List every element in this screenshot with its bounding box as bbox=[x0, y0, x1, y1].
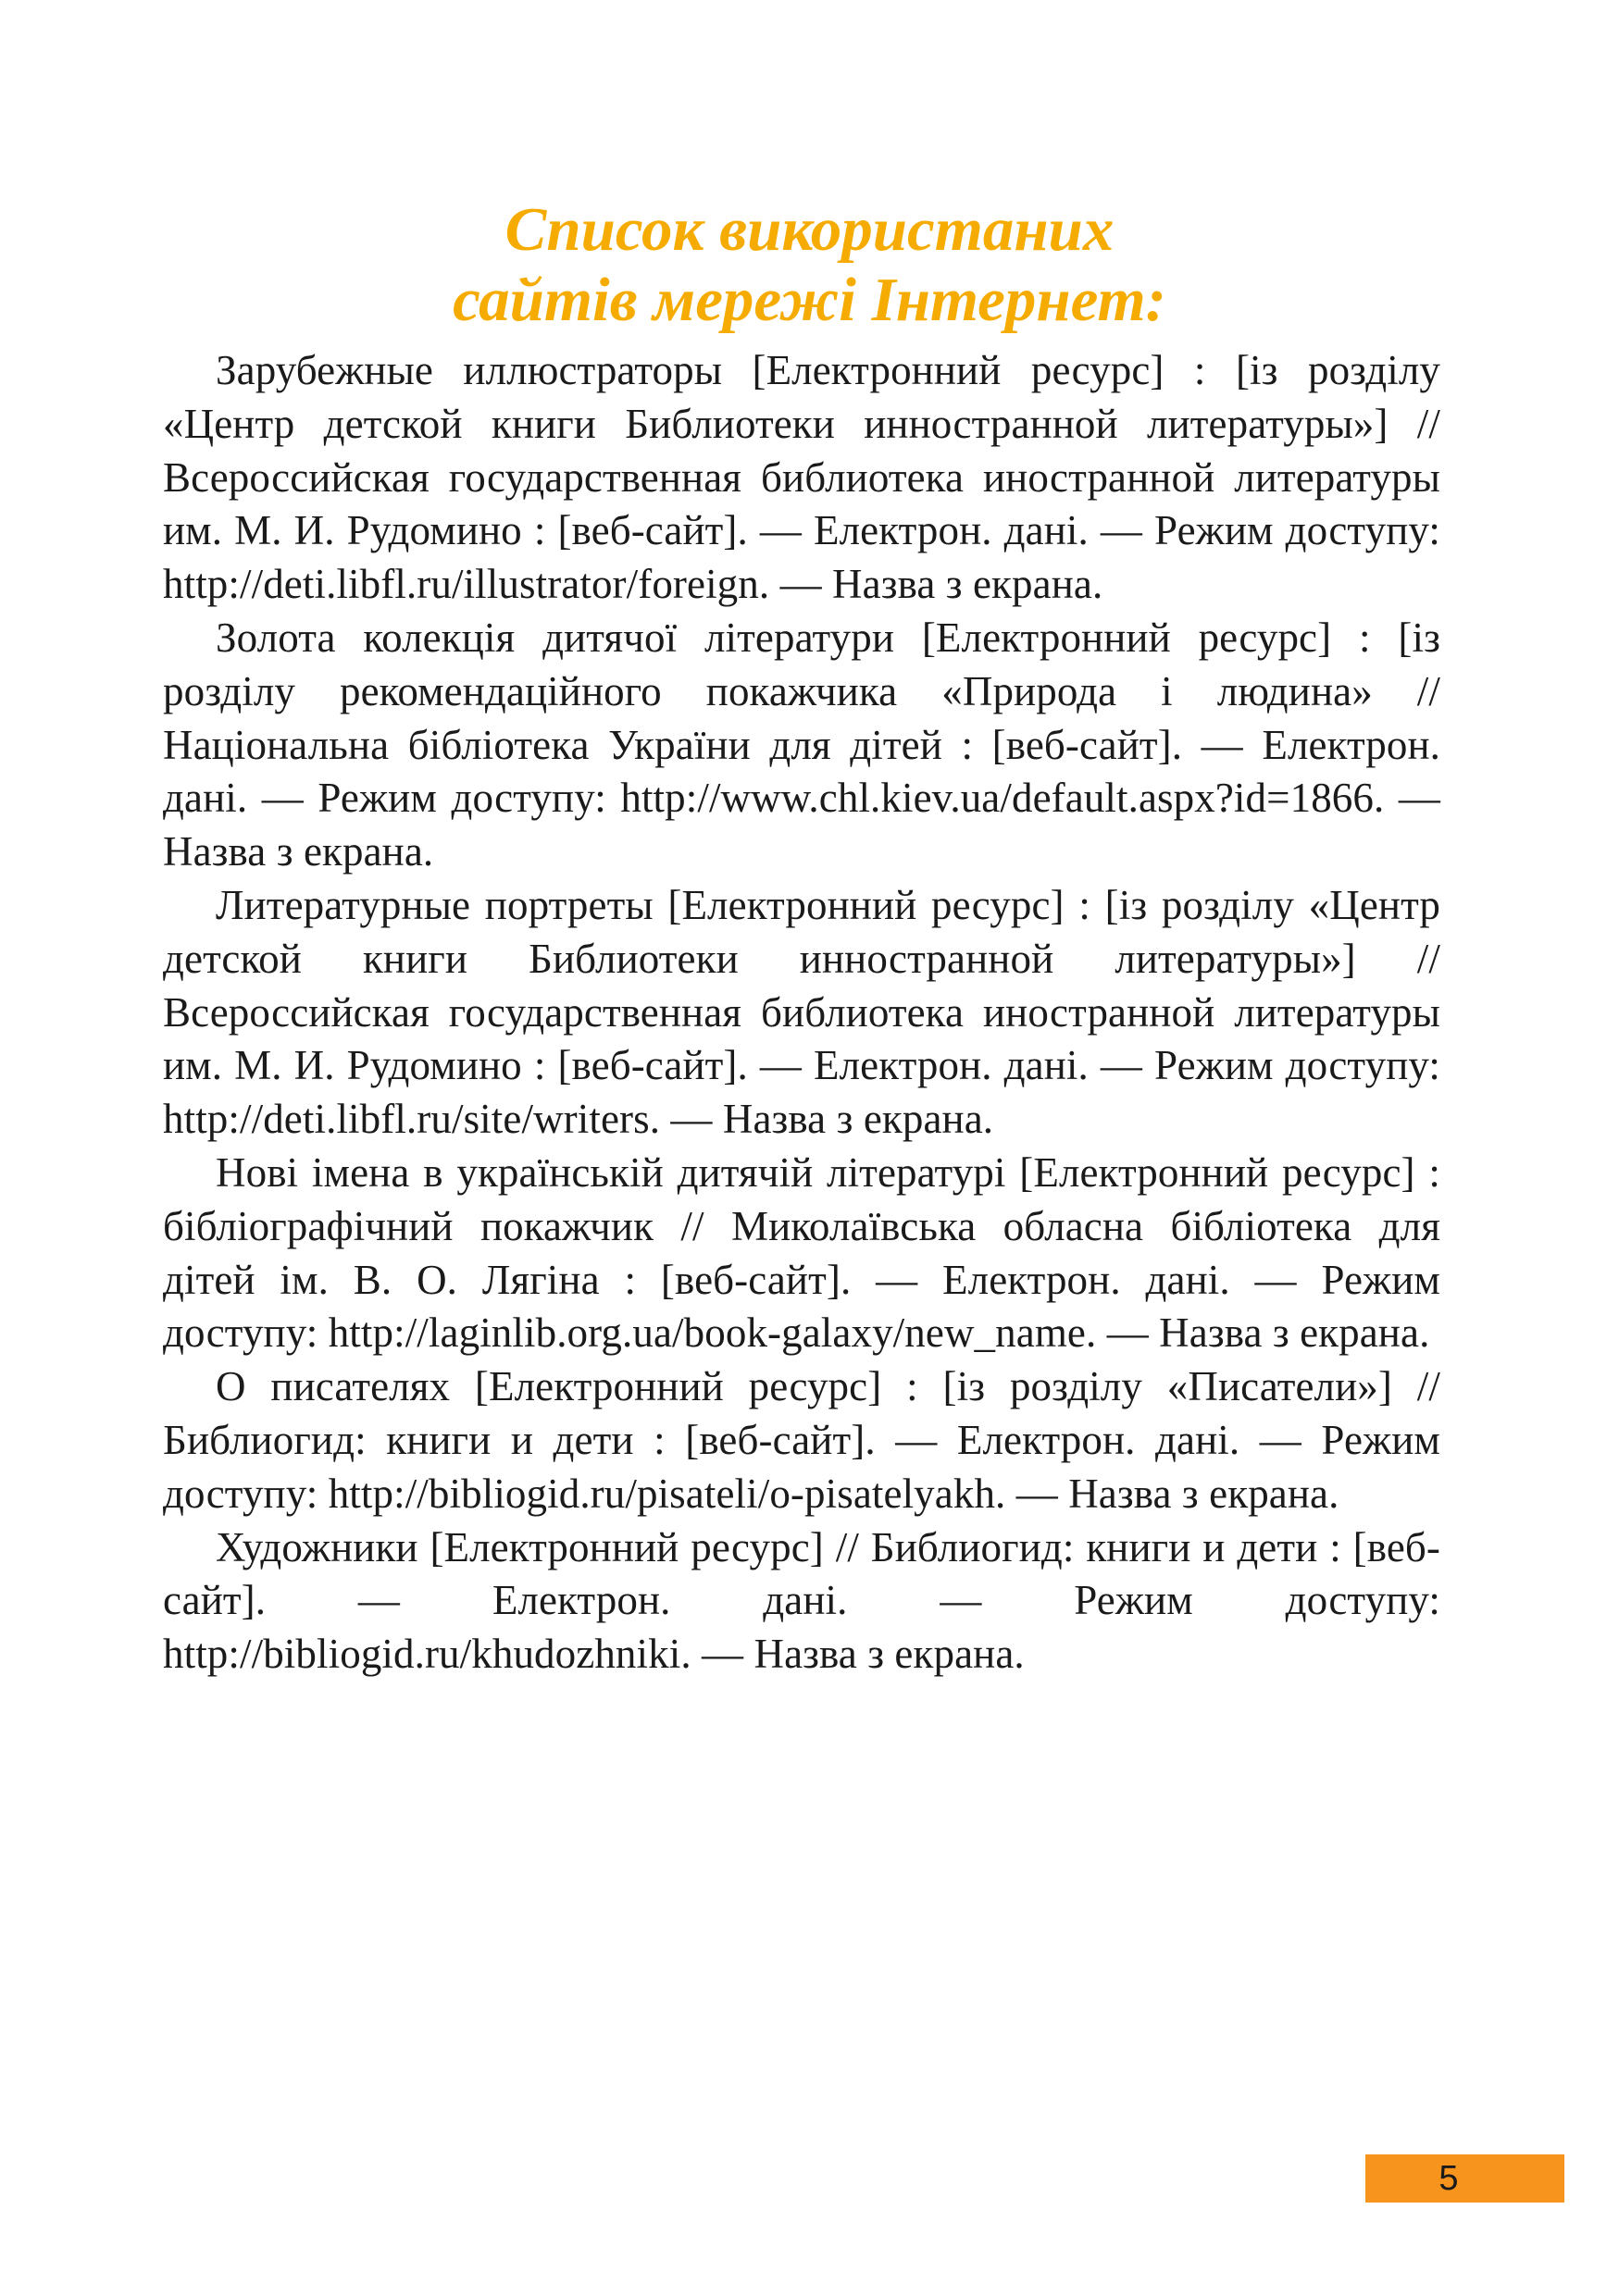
page-number-tab bbox=[1365, 2154, 1564, 2203]
heading-line-2: сайтів мережі Інтернет: bbox=[453, 266, 1166, 334]
bibliography-entry: Зарубежные иллюстраторы [Електронний ресурс] : [із розділу «Центр детской книги Библиотеки инностранной литературы»] // Всероссийская государственная библиотека иностранной литературы им. М. И. Рудомино : [веб-сайт]. — Електрон. дані. — Режим доступу: http://deti.libfl.ru/illustrator/foreign. — Назва з екрана. bbox=[163, 347, 1440, 608]
page-number: 5 bbox=[1438, 2159, 1459, 2198]
bibliography-list bbox=[163, 344, 1440, 1682]
page-heading bbox=[0, 194, 1619, 335]
bibliography-entry: Художники [Електронний ресурс] // Библиогид: книги и дети : [веб-сайт]. — Електрон. дані. — Режим доступу: http://bibliogid.ru/khudozhniki. — Назва з екрана. bbox=[163, 1523, 1440, 1678]
heading-line-1: Список використаних bbox=[504, 195, 1115, 264]
bibliography-entry: О писателях [Електронний ресурс] : [із розділу «Писатели»] // Библиогид: книги и дети : [веб-сайт]. — Електрон. дані. — Режим доступу: http://bibliogid.ru/pisateli/o-pisatelyakh. — Назва з екрана. bbox=[163, 1363, 1440, 1517]
bibliography-entry: Литературные портреты [Електронний ресурс] : [із розділу «Центр детской книги Библиотеки инностранной литературы»] // Всероссийская государственная библиотека иностранной литературы им. М. И. Рудомино : [веб-сайт]. — Електрон. дані. — Режим доступу: http://deti.libfl.ru/site/writers. — Назва з екрана. bbox=[163, 881, 1440, 1143]
bibliography-entry: Золота колекція дитячої літератури [Електронний ресурс] : [із розділу рекомендаційного покажчика «Природа і людина» // Національна бібліотека України для дітей : [веб-сайт]. — Електрон. дані. — Режим доступу: http://www.chl.kiev.ua/default.aspx?id=1866. — Назва з екрана. bbox=[163, 614, 1440, 875]
bibliography-entry: Нові імена в українській дитячій літературі [Електронний ресурс] : бібліографічний покажчик // Миколаївська обласна бібліотека для дітей ім. В. О. Лягіна : [веб-сайт]. — Електрон. дані. — Режим доступу: http://laginlib.org.ua/book-galaxy/new_name. — Назва з екрана. bbox=[163, 1148, 1440, 1357]
